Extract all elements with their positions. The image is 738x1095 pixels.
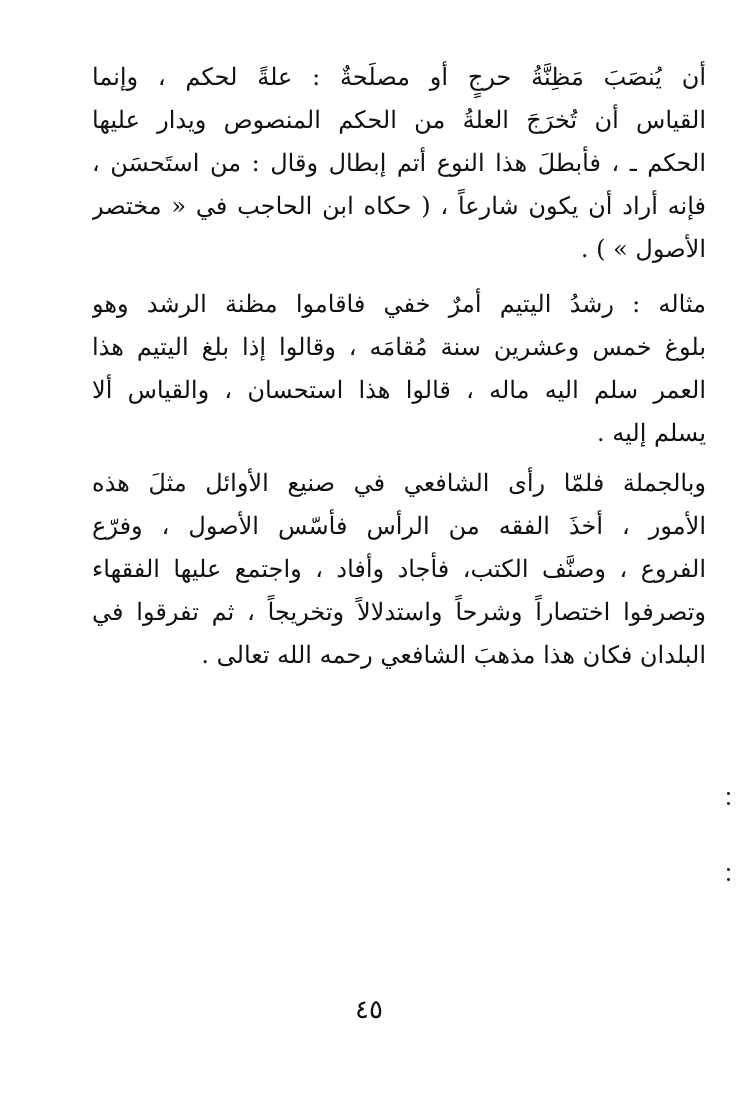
text-line: يسلم إليه . <box>597 419 706 447</box>
text-line: الأصول » ) . <box>580 235 706 263</box>
text-line: أن يُنصَبَ مَظِنَّةُ حرجٍ أو مصلَحةٌ : علةً لحكم ، وإنما <box>92 63 706 91</box>
text-line: العمر سلم اليه ماله ، قالوا هذا استحسان ، والقياس ألا <box>92 376 706 404</box>
text-line: بلوغ خمس وعشرين سنة مُقامَه ، وقالوا إذا بلغ اليتيم هذا <box>92 333 706 361</box>
text-line: فإنه أراد أن يكون شارعاً ، ( حكاه ابن الحاجب في « مختصر <box>92 192 706 220</box>
text-line: الفروع ، وصنَّف الكتب، فأجاد وأفاد ، واجتمع عليها الفقهاء <box>92 555 706 583</box>
margin-mark <box>726 792 732 808</box>
text-line: وبالجملة فلمّا رأى الشافعي في صنيع الأوائل مثلَ هذه <box>92 469 706 497</box>
page-number: ٤٥ <box>355 995 383 1025</box>
paragraph-3 <box>92 462 706 677</box>
text-line: وتصرفوا اختصاراً وشرحاً واستدلالاً وتخريجاً ، ثم تفرقوا في <box>92 598 706 626</box>
text-line: الحكم ـ ، فأبطلَ هذا النوع أتم إبطال وقال : من استَحسَن ، <box>92 149 706 177</box>
paragraph-1 <box>92 56 706 271</box>
margin-mark <box>726 868 732 884</box>
text-line: البلدان فكان هذا مذهبَ الشافعي رحمه الله تعالى . <box>201 641 706 669</box>
text-line: مثاله : رشدُ اليتيم أمرٌ خفي فاقاموا مظنة الرشد وهو <box>92 290 706 318</box>
paragraph-2 <box>92 283 706 455</box>
text-line: القياس أن تُخرَجَ العلةُ من الحكم المنصوص ويدار عليها <box>92 106 706 134</box>
text-line: الأمور ، أخذَ الفقه من الرأس فأسّس الأصول ، وفرّع <box>92 512 706 540</box>
